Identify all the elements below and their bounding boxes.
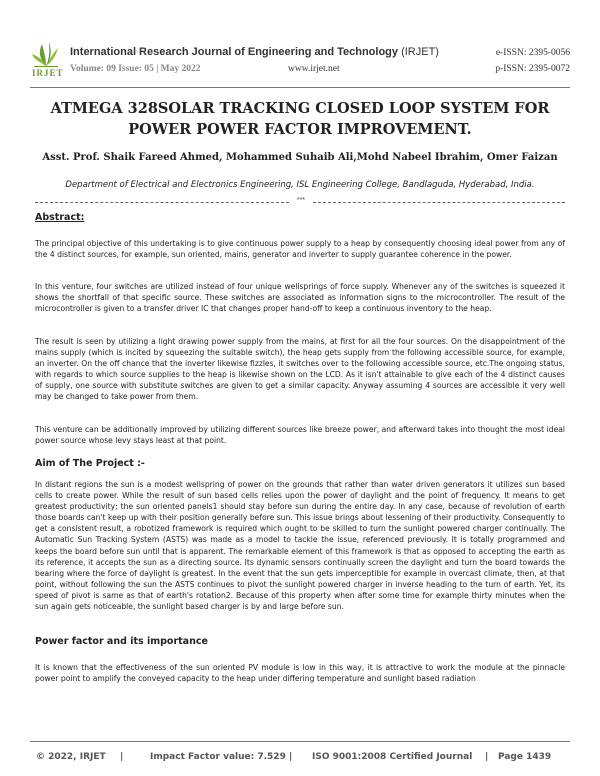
abstract-paragraph-3: The result is seen by utilizing a light drawing power supply from the mains, at first for all the four sources. On the disappointment of the mains supply (which is incited by squeezing the suitable switch), the heap gets supply from the following accessible source, for example, an inverter. On the off chance that the inverter likewise fizzles, it switches over to the following accessible source, etc.The ongoing status, with regards to which source supplies to the heap is likewise shown on the LCD. As it isn't attainable to give each of the 4 distinct causes of supply, one source with substitute switches are given to get a similar capacity. Anyway assuming 4 sources are accessible it very well may be changed to take power from them. (35, 337, 565, 402)
footer-divider (30, 741, 570, 742)
title-separator (35, 198, 565, 208)
power-factor-heading: Power factor and its importance (35, 636, 208, 647)
abstract-paragraph-2: In this venture, four switches are utilized instead of four unique wellsprings of force supply. Whenever any of the switches is squeezed it shows the shortfall of that specific source. These switches are associated as information signs to the microcontroller. The result of the microcontroller is given to a transfer driver IC that changes proper hand-off to keep a continuous inventory to the heap. (35, 282, 565, 314)
journal-name-text: International Research Journal of Engineering and Technology (70, 46, 399, 58)
separator-line-right (313, 202, 565, 203)
footer-page-number: Page 1439 (498, 752, 552, 762)
author-affiliation: Department of Electrical and Electronics Engineering, ISL Engineering College, Bandlaguda, Hyderabad, India. (65, 180, 535, 190)
e-issn: e-ISSN: 2395-0056 (495, 48, 570, 58)
paper-authors: Asst. Prof. Shaik Fareed Ahmed, Mohammed Suhaib Ali,Mohd Nabeel Ibrahim, Omer Faizan (42, 152, 558, 163)
abstract-heading: Abstract: (35, 212, 85, 223)
aim-paragraph: In distant regions the sun is a modest wellspring of power on the grounds that rather than water driven generators it utilizes sun based cells to create power. While the result of sun based cells relies upon the power of daylight and the point of frequency. It means to get greatest productivity; the sun oriented panels1 should stay before sun during the entire day. In any case, because of revolution of earth those boards can't keep up with their position generally before sun. This issue brings about lessening of their productivity. Consequently to get a consistent result, a robotized framework is required which ought to be skilled to turn the sunlight powered charger continually. The Automatic Sun Tracking System (ASTS) was made as a model to tackle the issue, referenced previously. It is totally programmed and keeps the board before sun until that is apparent. The remarkable element of this framework is that as opposed to accepting the earth as its reference, it accepts the sun as a directing source. Its dynamic sensors continually screen the daylight and turn the board towards the bearing where the force of daylight is greatest. In the event that the sun gets imperceptible for example in overcast climate, then, at that point, without following the sun the ASTS continues to pivot the sunlight powered charger in inverse heading to the turn of earth. Yet, its speed of pivot is same as that of earth's rotation2. Because of this property when after some time for example thirty minutes when the sun again gets noticeable, the sunlight based charger is by and large before sun. (35, 480, 565, 612)
abstract-paragraph-1: The principal objective of this undertaking is to give continuous power supply to a heap by consequently choosing ideal power from any of the 4 distinct sources, for example, sun oriented, mains, generator and inverter to supply guarantee coherence in the power. (35, 239, 565, 260)
paper-title: ATMEGA 328SOLAR TRACKING CLOSED LOOP SYSTEM FOR POWER POWER FACTOR IMPROVEMENT. (50, 100, 550, 138)
header-divider (30, 87, 570, 88)
power-factor-paragraph: It is known that the effectiveness of the sun oriented PV module is low in this way, it is attractive to work the module at the pinnacle power point to amplify the conveyed capacity to the heap under differing temperature and sunlight based radiation (35, 663, 565, 684)
footer-divider-3: | (485, 752, 489, 762)
footer-iso: ISO 9001:2008 Certified Journal (312, 752, 473, 762)
abstract-paragraph-4: This venture can be additionally improved by utilizing different sources like breeze power, and afterward takes into thought the most ideal power source whose levy stays least at that point. (35, 425, 565, 446)
journal-website-link[interactable]: www.irjet.net (288, 64, 340, 74)
footer-impact-factor: Impact Factor value: 7.529 (150, 752, 286, 762)
volume-issue: Volume: 09 Issue: 05 | May 2022 (70, 64, 201, 74)
separator-mark: *** (293, 197, 309, 204)
aim-heading: Aim of The Project :- (35, 458, 145, 469)
journal-name (70, 46, 439, 58)
journal-acronym: (IRJET) (401, 46, 439, 58)
journal-header (30, 38, 570, 88)
p-issn: p-ISSN: 2395-0072 (495, 64, 570, 74)
separator-line-left (35, 202, 289, 203)
footer-divider-1: | (120, 752, 124, 762)
footer-copyright: © 2022, IRJET (36, 752, 106, 762)
footer-divider-2: | (289, 752, 293, 762)
logo-text: IRJET (32, 68, 64, 78)
